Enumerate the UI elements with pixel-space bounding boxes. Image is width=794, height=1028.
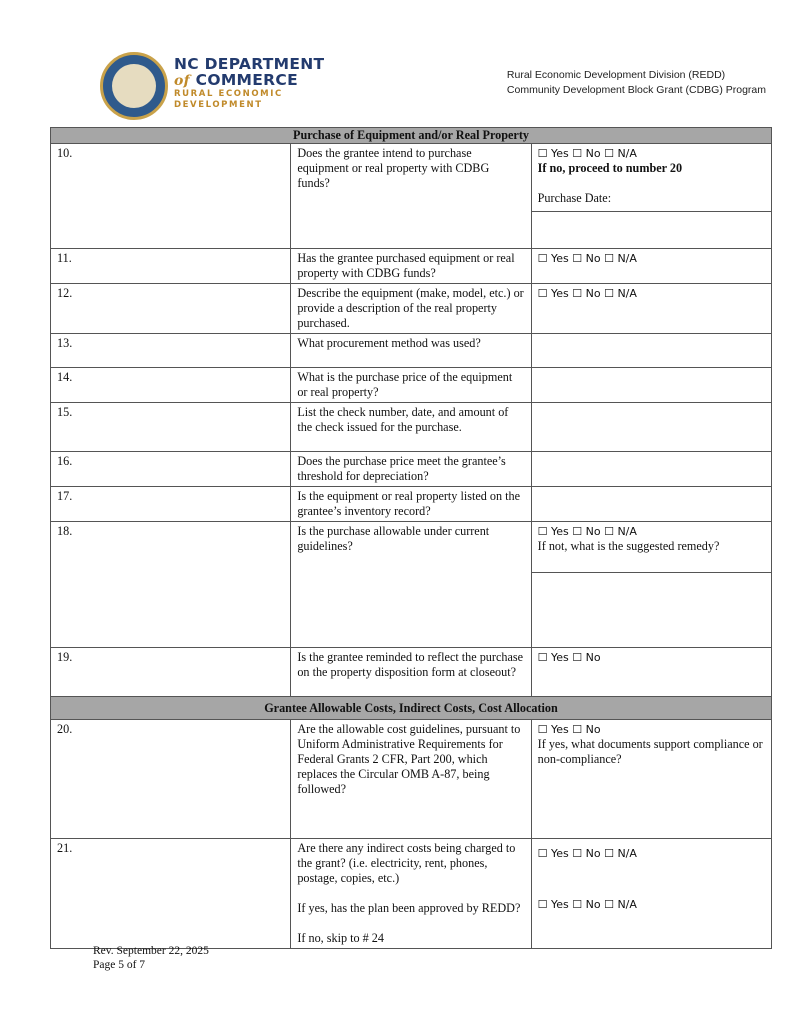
remedy-field[interactable] [532,573,771,647]
purchase-date-label: Purchase Date: [537,191,612,205]
question-number: 20. [51,720,291,839]
answer-cell[interactable] [531,284,771,334]
remedy-prompt: If not, what is the suggested remedy? [537,539,720,553]
answer-cell[interactable] [531,452,771,487]
answer-cell[interactable] [531,487,771,522]
question-text: Is the purchase allowable under current guidelines? [291,522,531,648]
state-seal-logo [100,52,168,120]
table-row [51,720,772,839]
seal-center [112,64,156,108]
question-text-part1: Are there any indirect costs being charged to the grant? (i.e. electricity, rent, phones, postage, copies, etc.) [297,841,516,885]
question-number: 15. [51,403,291,452]
question-number: 19. [51,648,291,697]
answer-cell[interactable] [531,403,771,452]
yes-no-na-checkboxes[interactable]: ☐ Yes ☐ No ☐ N/A [537,287,637,300]
logo-line1: NC DEPARTMENT [174,55,325,73]
yes-no-na-checkboxes[interactable]: ☐ Yes ☐ No ☐ N/A [537,147,637,160]
question-text: Describe the equipment (make, model, etc.) or provide a description of the real property purchased. [291,284,531,334]
table-row [51,403,772,452]
table-row [51,368,772,403]
logo-of: of [174,73,190,89]
logo-line4: DEVELOPMENT [174,100,263,110]
page-header [0,0,794,125]
table-row [51,522,772,648]
answer-instruction: If no, proceed to number 20 [537,161,683,175]
table-row [51,839,772,949]
table-row [51,144,772,249]
org-division: Rural Economic Development Division (REDD) [506,69,726,81]
table-row [51,334,772,368]
answer-cell[interactable] [531,144,771,249]
question-text: Is the equipment or real property listed on the grantee’s inventory record? [291,487,531,522]
section-title-costs: Grantee Allowable Costs, Indirect Costs, Cost Allocation [51,697,772,720]
table-row [51,249,772,284]
question-text-part3: If no, skip to # 24 [297,931,384,945]
logo-commerce: COMMERCE [195,71,298,89]
question-number: 13. [51,334,291,368]
page-footer [93,944,209,972]
question-number: 21. [51,839,291,949]
org-program: Community Development Block Grant (CDBG) Program [506,84,766,96]
answer-cell[interactable] [531,368,771,403]
monitoring-form-table [50,127,772,949]
answer-cell[interactable] [531,839,771,949]
yes-no-na-checkboxes[interactable]: ☐ Yes ☐ No ☐ N/A [537,525,637,538]
answer-cell[interactable] [531,334,771,368]
answer-top [532,144,771,212]
question-text: Are the allowable cost guidelines, pursuant to Uniform Administrative Requirements for Federal Grants 2 CFR, Part 200, which replaces the Circular OMB A-87, being followed? [291,720,531,839]
documents-prompt: If yes, what documents support compliance or non-compliance? [537,737,763,766]
question-text: List the check number, date, and amount of the check issued for the purchase. [291,403,531,452]
question-number: 10. [51,144,291,249]
question-text [291,839,531,949]
table-row [51,648,772,697]
answer-cell[interactable] [531,720,771,839]
question-number: 14. [51,368,291,403]
question-text: Is the grantee reminded to reflect the purchase on the property disposition form at closeout? [291,648,531,697]
revision-date: Rev. September 22, 2025 [93,945,209,957]
section-header-row [51,128,772,144]
question-text: Has the grantee purchased equipment or real property with CDBG funds? [291,249,531,284]
table-row [51,284,772,334]
yes-no-na-checkboxes[interactable]: ☐ Yes ☐ No ☐ N/A [537,847,637,860]
question-text-part2: If yes, has the plan been approved by REDD? [297,901,521,915]
question-text: What procurement method was used? [291,334,531,368]
question-number: 17. [51,487,291,522]
question-text: Does the grantee intend to purchase equipment or real property with CDBG funds? [291,144,531,249]
answer-cell[interactable] [531,249,771,284]
table-row [51,487,772,522]
page-number: Page 5 of 7 [93,959,146,971]
question-number: 18. [51,522,291,648]
answer-cell[interactable] [531,522,771,648]
yes-no-checkboxes[interactable]: ☐ Yes ☐ No [537,651,601,664]
question-text: What is the purchase price of the equipment or real property? [291,368,531,403]
yes-no-na-checkboxes[interactable]: ☐ Yes ☐ No ☐ N/A [537,252,637,265]
purchase-date-field[interactable] [532,212,771,248]
logo-line2 [174,72,324,89]
section-title-purchase: Purchase of Equipment and/or Real Property [51,128,772,144]
answer-cell[interactable] [531,648,771,697]
question-text: Does the purchase price meet the grantee’s threshold for depreciation? [291,452,531,487]
table-row [51,452,772,487]
organization-info [507,68,766,98]
section-header-row [51,697,772,720]
question-number: 12. [51,284,291,334]
nc-commerce-logo [174,56,324,111]
logo-line3: RURAL ECONOMIC [174,89,283,99]
yes-no-na-checkboxes[interactable]: ☐ Yes ☐ No ☐ N/A [537,898,637,911]
question-number: 16. [51,452,291,487]
question-number: 11. [51,249,291,284]
answer-top [532,522,771,573]
yes-no-checkboxes[interactable]: ☐ Yes ☐ No [537,723,601,736]
